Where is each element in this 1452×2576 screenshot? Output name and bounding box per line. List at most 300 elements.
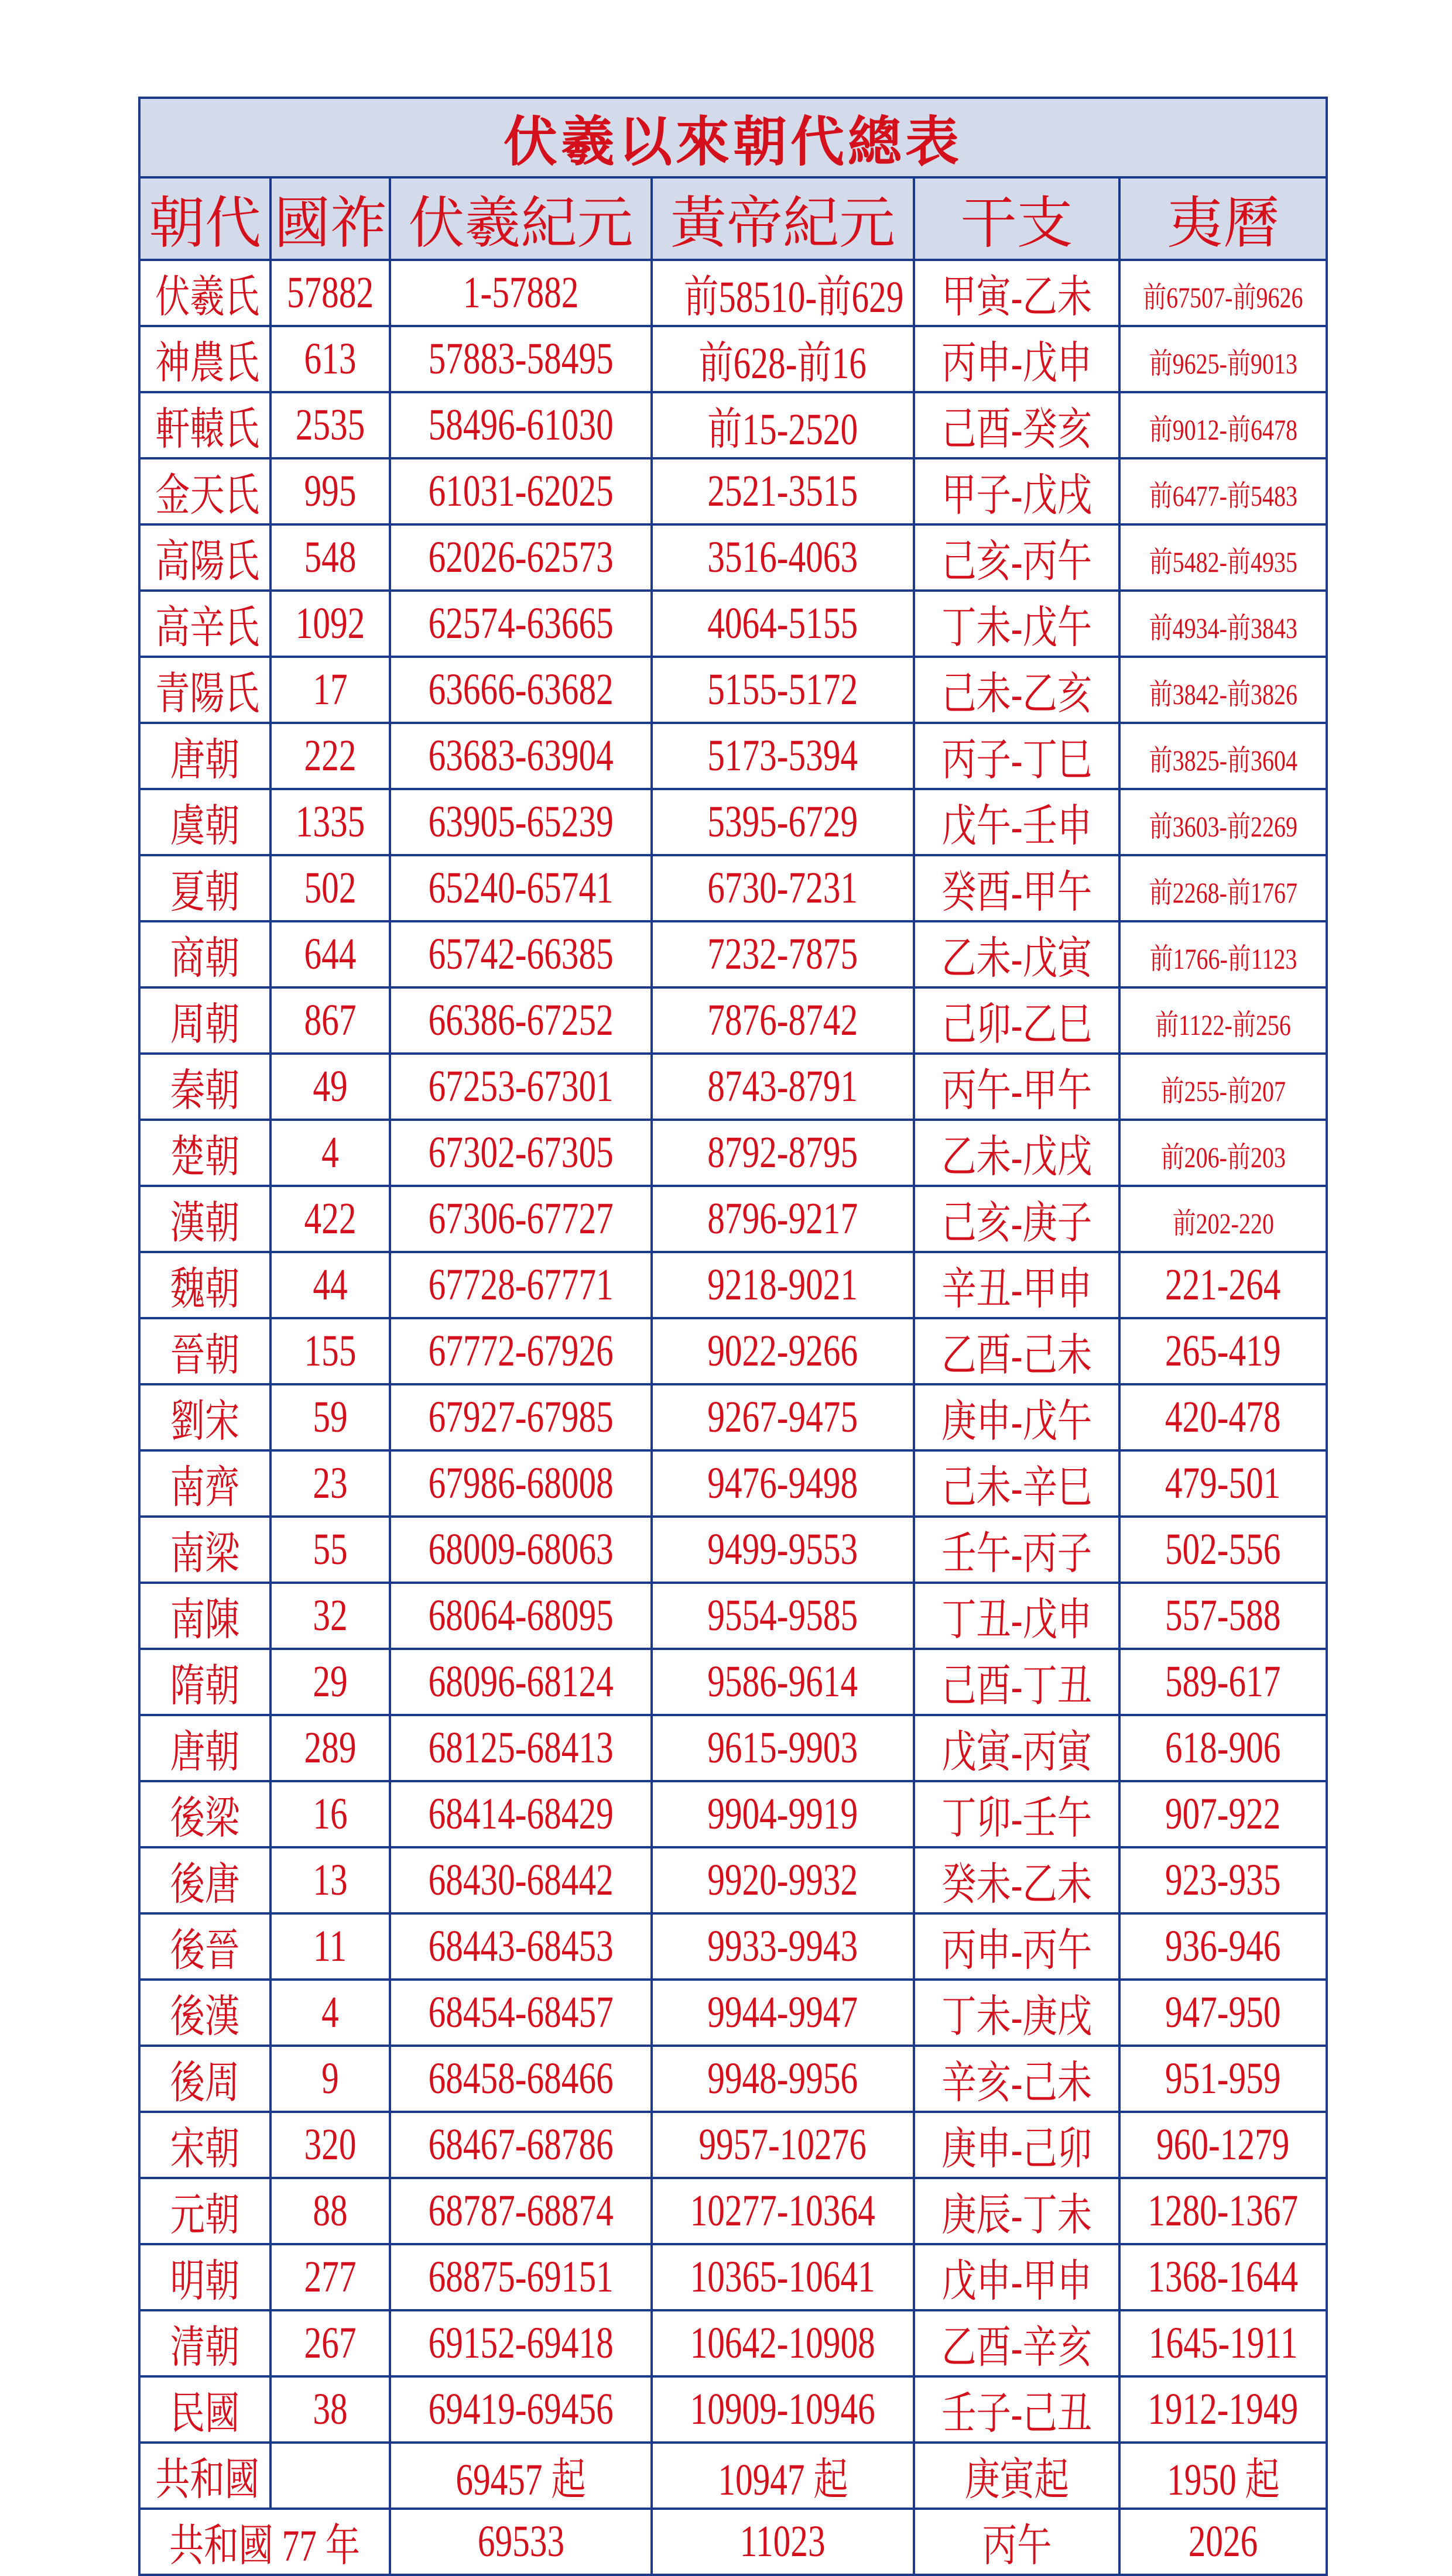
cell-text: 907-922 <box>1165 1789 1281 1838</box>
cell-western-calendar <box>1119 1913 1327 1980</box>
cell-text: 甲子-戊戌 <box>941 471 1092 520</box>
cell-text: 68064-68095 <box>428 1591 614 1640</box>
cell-text: 69533 <box>477 2517 564 2566</box>
cell-text: 丙午-甲午 <box>941 1066 1092 1116</box>
cell-ganzhi <box>914 1715 1119 1781</box>
cell-text: 68454-68457 <box>428 1988 614 2037</box>
cell-text: 644 <box>304 929 357 979</box>
cell-huangdi-era <box>652 2244 914 2310</box>
cell-text: 南陳 <box>170 1596 240 1645</box>
cell-fuxi-era <box>390 1980 652 2046</box>
cell-duration <box>270 1120 390 1186</box>
cell-text: 16 <box>313 1789 348 1838</box>
cell-text: 67253-67301 <box>428 1062 614 1111</box>
cell-dynasty <box>139 524 270 591</box>
cell-huangdi-era <box>652 1450 914 1517</box>
cell-dynasty <box>139 2046 270 2112</box>
cell-ganzhi <box>914 392 1119 458</box>
cell-duration <box>270 260 390 326</box>
cell-dynasty <box>139 723 270 789</box>
cell-text: 丙申-丙午 <box>941 1926 1092 1975</box>
cell-ganzhi <box>914 326 1119 392</box>
cell-text: 1-57882 <box>463 268 579 317</box>
cell-text: 61031-62025 <box>428 467 614 516</box>
table-row <box>139 1252 1327 1318</box>
header-huangdi-era: 黃帝紀元 <box>652 177 914 260</box>
cell-dynasty <box>139 1186 270 1252</box>
cell-text: 唐朝 <box>170 736 240 785</box>
cell-fuxi-era <box>390 987 652 1054</box>
cell-duration <box>270 2443 390 2509</box>
table-row <box>139 921 1327 987</box>
cell-dynasty <box>139 855 270 921</box>
cell-western-calendar <box>1119 591 1327 657</box>
table-row <box>139 1781 1327 1847</box>
cell-huangdi-era <box>652 2178 914 2244</box>
cell-text: 6730-7231 <box>707 863 858 913</box>
cell-text: 己亥-丙午 <box>941 537 1092 586</box>
cell-text: 癸酉-甲午 <box>941 868 1092 917</box>
cell-text: 9554-9585 <box>707 1591 858 1640</box>
cell-text: 前5482-前4935 <box>1149 546 1297 578</box>
cell-fuxi-era <box>390 1847 652 1913</box>
cell-fuxi-era <box>390 392 652 458</box>
cell-dynasty <box>139 1715 270 1781</box>
cell-fuxi-era <box>390 1517 652 1583</box>
cell-dynasty <box>139 1781 270 1847</box>
cell-text: 23 <box>313 1459 348 1508</box>
cell-text: 青陽氏 <box>155 670 259 719</box>
cell-huangdi-era <box>652 1847 914 1913</box>
cell-western-calendar <box>1119 657 1327 723</box>
cell-text: 58496-61030 <box>428 400 614 450</box>
cell-huangdi-era <box>652 2310 914 2376</box>
cell-text: 222 <box>304 731 357 780</box>
cell-text: 前3603-前2269 <box>1149 810 1297 843</box>
cell-text: 前9012-前6478 <box>1149 413 1297 446</box>
cell-text: 丁丑-戊申 <box>941 1596 1092 1645</box>
cell-text: 庚申-戊午 <box>941 1397 1092 1446</box>
cell-western-calendar <box>1119 1715 1327 1781</box>
cell-huangdi-era <box>652 1649 914 1715</box>
cell-text: 9218-9021 <box>707 1260 858 1309</box>
cell-text: 1092 <box>295 599 365 648</box>
cell-text: 乙酉-辛亥 <box>941 2323 1092 2372</box>
cell-duration <box>270 855 390 921</box>
cell-text: 9499-9553 <box>707 1525 858 1574</box>
cell-fuxi-era <box>390 591 652 657</box>
cell-ganzhi <box>914 1517 1119 1583</box>
cell-huangdi-era <box>652 591 914 657</box>
cell-fuxi-era <box>390 1054 652 1120</box>
cell-fuxi-era <box>390 1252 652 1318</box>
cell-text: 995 <box>304 467 357 516</box>
cell-text: 68467-68786 <box>428 2120 614 2169</box>
table-row <box>139 2244 1327 2310</box>
cell-ganzhi <box>914 855 1119 921</box>
cell-text: 479-501 <box>1165 1459 1281 1508</box>
cell-text: 前3825-前3604 <box>1149 744 1297 777</box>
cell-text: 9 <box>321 2054 339 2103</box>
cell-dynasty <box>139 326 270 392</box>
cell-text: 前6477-前5483 <box>1149 479 1297 512</box>
cell-dynasty <box>139 1252 270 1318</box>
cell-text: 62026-62573 <box>428 533 614 582</box>
cell-text: 7232-7875 <box>707 929 858 979</box>
cell-text: 前628-前16 <box>698 339 867 388</box>
table-row <box>139 789 1327 855</box>
table-row <box>139 326 1327 392</box>
cell-dynasty <box>139 260 270 326</box>
table-row <box>139 2443 1327 2509</box>
cell-text: 民國 <box>170 2389 240 2438</box>
cell-duration <box>270 723 390 789</box>
cell-huangdi-era <box>652 723 914 789</box>
cell-western-calendar <box>1119 1384 1327 1450</box>
cell-ganzhi <box>914 1980 1119 2046</box>
cell-ganzhi <box>914 723 1119 789</box>
cell-text: 唐朝 <box>170 1728 240 1777</box>
table-row <box>139 657 1327 723</box>
cell-duration <box>270 789 390 855</box>
cell-duration <box>270 1252 390 1318</box>
cell-dynasty <box>139 2244 270 2310</box>
table-row <box>139 2376 1327 2443</box>
cell-text: 己卯-乙巳 <box>941 1000 1092 1049</box>
cell-duration <box>270 1384 390 1450</box>
cell-text: 共和國 77 年 <box>169 2522 361 2571</box>
cell-ganzhi <box>914 1120 1119 1186</box>
cell-text: 前1766-前1123 <box>1149 942 1297 975</box>
cell-ganzhi <box>914 1186 1119 1252</box>
cell-ganzhi <box>914 2376 1119 2443</box>
cell-text: 9933-9943 <box>707 1922 858 1971</box>
cell-huangdi-era <box>652 1384 914 1450</box>
cell-huangdi-era <box>652 657 914 723</box>
cell-text: 2521-3515 <box>707 467 858 516</box>
cell-fuxi-era <box>390 2443 652 2509</box>
cell-text: 57882 <box>286 268 374 317</box>
cell-text: 南齊 <box>170 1463 240 1512</box>
cell-dynasty <box>139 1054 270 1120</box>
cell-text: 己酉-癸亥 <box>941 405 1092 454</box>
cell-huangdi-era <box>652 260 914 326</box>
cell-text: 神農氏 <box>155 339 259 388</box>
table-row <box>139 1913 1327 1980</box>
cell-text: 589-617 <box>1165 1657 1281 1706</box>
cell-duration <box>270 2046 390 2112</box>
cell-fuxi-era <box>390 1781 652 1847</box>
cell-text: 548 <box>304 533 357 582</box>
table-row <box>139 392 1327 458</box>
cell-text: 9944-9947 <box>707 1988 858 2037</box>
table-row <box>139 1384 1327 1450</box>
cell-text: 軒轅氏 <box>155 405 259 454</box>
cell-text: 辛亥-己未 <box>941 2059 1092 2108</box>
cell-duration <box>270 1054 390 1120</box>
cell-text: 67302-67305 <box>428 1128 614 1177</box>
cell-text: 前58510-前629 <box>683 273 904 322</box>
cell-dynasty <box>139 1450 270 1517</box>
cell-duration <box>270 1781 390 1847</box>
cell-text: 5155-5172 <box>707 665 858 714</box>
cell-dynasty <box>139 1847 270 1913</box>
cell-ganzhi <box>914 260 1119 326</box>
cell-ganzhi <box>914 458 1119 524</box>
cell-text: 67728-67771 <box>428 1260 614 1309</box>
cell-huangdi-era <box>652 987 914 1054</box>
cell-western-calendar <box>1119 1517 1327 1583</box>
cell-text: 乙酉-己未 <box>941 1331 1092 1380</box>
cell-text: 金天氏 <box>155 471 259 520</box>
cell-duration <box>270 1715 390 1781</box>
cell-text: 丁卯-壬午 <box>941 1794 1092 1843</box>
cell-text: 高陽氏 <box>155 537 259 586</box>
cell-text: 隋朝 <box>170 1662 240 1711</box>
cell-duration <box>270 524 390 591</box>
cell-ganzhi <box>914 1252 1119 1318</box>
cell-ganzhi <box>914 789 1119 855</box>
cell-text: 伏羲氏 <box>155 273 259 322</box>
cell-text: 4 <box>321 1128 339 1177</box>
cell-fuxi-era <box>390 1715 652 1781</box>
cell-duration <box>270 1583 390 1649</box>
cell-western-calendar <box>1119 260 1327 326</box>
cell-fuxi-era <box>390 2112 652 2178</box>
cell-duration <box>270 458 390 524</box>
cell-text: 277 <box>304 2252 357 2301</box>
cell-western-calendar <box>1119 723 1327 789</box>
cell-text: 9267-9475 <box>707 1392 858 1442</box>
cell-text: 9615-9903 <box>707 1723 858 1772</box>
footer-cell <box>390 2509 652 2575</box>
cell-text: 923-935 <box>1165 1855 1281 1905</box>
cell-text: 戊申-甲申 <box>941 2257 1092 2306</box>
cell-dynasty <box>139 1120 270 1186</box>
table-row <box>139 1649 1327 1715</box>
cell-western-calendar <box>1119 392 1327 458</box>
cell-text: 10365-10641 <box>690 2252 876 2301</box>
table-row <box>139 2178 1327 2244</box>
cell-western-calendar <box>1119 1583 1327 1649</box>
cell-dynasty <box>139 591 270 657</box>
table-row <box>139 1715 1327 1781</box>
cell-text: 66386-67252 <box>428 996 614 1045</box>
cell-text: 2026 <box>1188 2517 1258 2566</box>
cell-dynasty <box>139 789 270 855</box>
cell-ganzhi <box>914 1384 1119 1450</box>
cell-text: 1335 <box>295 797 365 846</box>
cell-text: 虞朝 <box>170 802 240 851</box>
header-dynasty: 朝代 <box>139 177 270 260</box>
cell-duration <box>270 657 390 723</box>
cell-fuxi-era <box>390 1450 652 1517</box>
cell-text: 69419-69456 <box>428 2385 614 2434</box>
cell-western-calendar <box>1119 1120 1327 1186</box>
cell-fuxi-era <box>390 657 652 723</box>
cell-text: 502 <box>304 863 357 913</box>
cell-text: 63905-65239 <box>428 797 614 846</box>
footer-row <box>139 2509 1327 2575</box>
cell-dynasty <box>139 2112 270 2178</box>
cell-dynasty <box>139 392 270 458</box>
cell-huangdi-era <box>652 2443 914 2509</box>
cell-dynasty <box>139 987 270 1054</box>
cell-text: 前3842-前3826 <box>1149 678 1297 711</box>
table-row <box>139 1517 1327 1583</box>
cell-fuxi-era <box>390 723 652 789</box>
cell-text: 422 <box>304 1194 357 1243</box>
cell-text: 丙申-戊申 <box>941 339 1092 388</box>
table-body <box>139 260 1327 2575</box>
cell-fuxi-era <box>390 326 652 392</box>
cell-fuxi-era <box>390 855 652 921</box>
cell-text: 癸未-乙未 <box>941 1860 1092 1909</box>
cell-text: 68875-69151 <box>428 2252 614 2301</box>
cell-text: 9022-9266 <box>707 1326 858 1376</box>
cell-western-calendar <box>1119 2376 1327 2443</box>
cell-text: 5395-6729 <box>707 797 858 846</box>
cell-text: 商朝 <box>170 934 240 983</box>
cell-western-calendar <box>1119 1054 1327 1120</box>
cell-ganzhi <box>914 1450 1119 1517</box>
cell-ganzhi <box>914 1781 1119 1847</box>
cell-fuxi-era <box>390 458 652 524</box>
cell-text: 320 <box>304 2120 357 2169</box>
cell-huangdi-era <box>652 458 914 524</box>
cell-text: 68458-68466 <box>428 2054 614 2103</box>
cell-text: 丁未-戊午 <box>941 603 1092 653</box>
cell-text: 壬子-己丑 <box>941 2389 1092 2438</box>
cell-huangdi-era <box>652 2376 914 2443</box>
cell-text: 9476-9498 <box>707 1459 858 1508</box>
cell-text: 9904-9919 <box>707 1789 858 1838</box>
cell-text: 周朝 <box>170 1000 240 1049</box>
cell-huangdi-era <box>652 921 914 987</box>
cell-duration <box>270 1450 390 1517</box>
cell-huangdi-era <box>652 326 914 392</box>
table-row <box>139 458 1327 524</box>
cell-text: 9948-9956 <box>707 2054 858 2103</box>
cell-text: 前9625-前9013 <box>1149 347 1297 380</box>
table-row <box>139 1847 1327 1913</box>
cell-text: 前255-前207 <box>1160 1075 1286 1107</box>
cell-western-calendar <box>1119 1980 1327 2046</box>
cell-western-calendar <box>1119 2046 1327 2112</box>
cell-ganzhi <box>914 657 1119 723</box>
cell-text: 11 <box>313 1922 347 1971</box>
cell-text: 宋朝 <box>170 2125 240 2174</box>
cell-text: 夏朝 <box>170 868 240 917</box>
cell-text: 高辛氏 <box>155 603 259 653</box>
cell-text: 共和國 <box>155 2455 259 2505</box>
cell-huangdi-era <box>652 392 914 458</box>
header-ganzhi: 干支 <box>914 177 1119 260</box>
cell-text: 502-556 <box>1165 1525 1281 1574</box>
cell-western-calendar <box>1119 855 1327 921</box>
cell-fuxi-era <box>390 1649 652 1715</box>
cell-text: 68096-68124 <box>428 1657 614 1706</box>
cell-text: 後周 <box>170 2059 240 2108</box>
cell-text: 67306-67727 <box>428 1194 614 1243</box>
cell-text: 清朝 <box>170 2323 240 2372</box>
cell-huangdi-era <box>652 1781 914 1847</box>
cell-huangdi-era <box>652 1120 914 1186</box>
table-row <box>139 723 1327 789</box>
cell-text: 62574-63665 <box>428 599 614 648</box>
cell-text: 65742-66385 <box>428 929 614 979</box>
cell-text: 32 <box>313 1591 348 1640</box>
cell-fuxi-era <box>390 1318 652 1384</box>
cell-text: 960-1279 <box>1156 2120 1290 2169</box>
cell-fuxi-era <box>390 524 652 591</box>
cell-text: 618-906 <box>1165 1723 1281 1772</box>
cell-text: 57883-58495 <box>428 334 614 383</box>
cell-ganzhi <box>914 1583 1119 1649</box>
cell-duration <box>270 1517 390 1583</box>
cell-text: 289 <box>304 1723 357 1772</box>
cell-huangdi-era <box>652 855 914 921</box>
cell-text: 前4934-前3843 <box>1149 612 1297 644</box>
cell-text: 己未-乙亥 <box>941 670 1092 719</box>
cell-text: 8796-9217 <box>707 1194 858 1243</box>
cell-text: 68787-68874 <box>428 2186 614 2235</box>
cell-ganzhi <box>914 2178 1119 2244</box>
footer-cell <box>914 2509 1119 2575</box>
cell-duration <box>270 1980 390 2046</box>
cell-text: 29 <box>313 1657 348 1706</box>
cell-fuxi-era <box>390 2244 652 2310</box>
cell-text: 丙子-丁巳 <box>941 736 1092 785</box>
cell-text: 155 <box>304 1326 357 1376</box>
cell-text: 13 <box>313 1855 348 1905</box>
cell-duration <box>270 2178 390 2244</box>
cell-text: 7876-8742 <box>707 996 858 1045</box>
cell-dynasty <box>139 458 270 524</box>
cell-duration <box>270 1318 390 1384</box>
cell-text: 88 <box>313 2186 348 2235</box>
cell-huangdi-era <box>652 1715 914 1781</box>
cell-text: 漢朝 <box>170 1199 240 1248</box>
cell-dynasty <box>139 2310 270 2376</box>
cell-duration <box>270 2376 390 2443</box>
cell-text: 辛丑-甲申 <box>941 1265 1092 1314</box>
cell-text: 65240-65741 <box>428 863 614 913</box>
cell-text: 壬午-丙子 <box>941 1529 1092 1579</box>
cell-text: 69457 起 <box>456 2455 586 2505</box>
cell-duration <box>270 1649 390 1715</box>
cell-dynasty <box>139 657 270 723</box>
cell-dynasty <box>139 1384 270 1450</box>
cell-text: 前15-2520 <box>707 405 858 454</box>
cell-text: 936-946 <box>1165 1922 1281 1971</box>
cell-ganzhi <box>914 2443 1119 2509</box>
cell-ganzhi <box>914 2112 1119 2178</box>
cell-western-calendar <box>1119 1649 1327 1715</box>
cell-fuxi-era <box>390 2310 652 2376</box>
dynasty-table <box>138 97 1328 2576</box>
cell-text: 67927-67985 <box>428 1392 614 1442</box>
cell-text: 55 <box>313 1525 348 1574</box>
cell-text: 613 <box>304 334 357 383</box>
cell-ganzhi <box>914 1913 1119 1980</box>
cell-fuxi-era <box>390 1384 652 1450</box>
cell-text: 5173-5394 <box>707 731 858 780</box>
cell-duration <box>270 1186 390 1252</box>
cell-text: 1368-1644 <box>1148 2252 1299 2301</box>
cell-text: 68414-68429 <box>428 1789 614 1838</box>
cell-ganzhi <box>914 1318 1119 1384</box>
